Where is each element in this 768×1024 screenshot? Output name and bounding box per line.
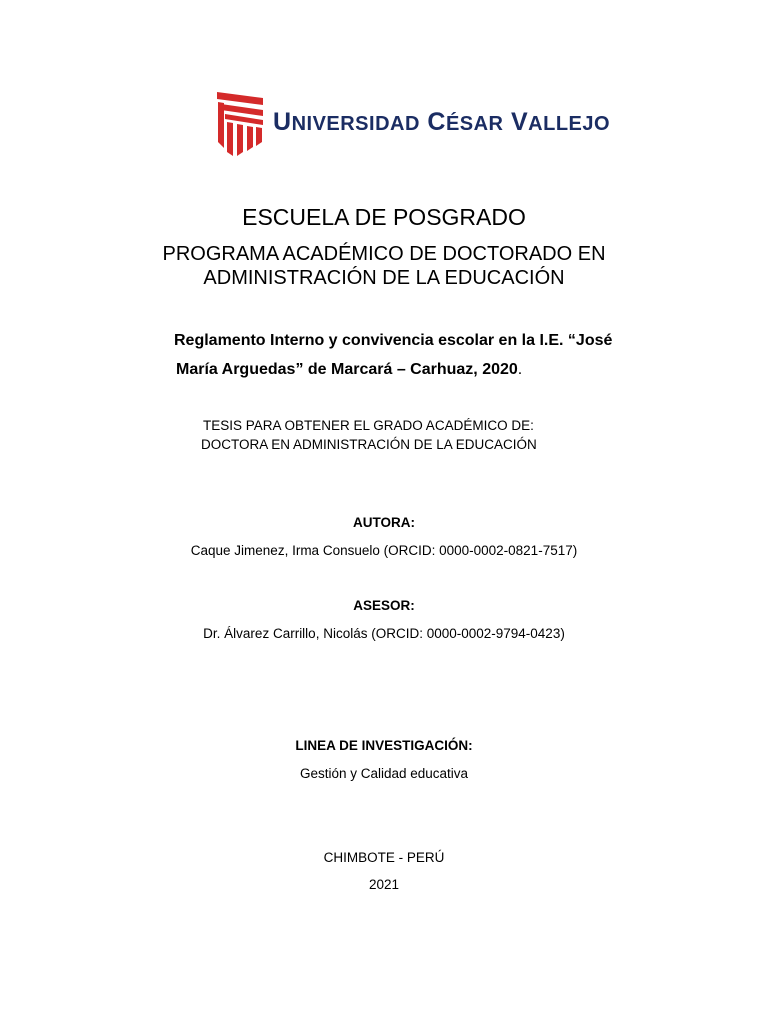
university-logo: [0, 0, 768, 170]
program-line-2: ADMINISTRACIÓN DE LA EDUCACIÓN: [203, 267, 565, 289]
thesis-title-text: María Arguedas” de Marcará – Carhuaz, 2020: [176, 361, 518, 378]
author-label: AUTORA:: [353, 515, 415, 530]
author-name: Caque Jimenez, Irma Consuelo (ORCID: 0000-0002-0821-7517): [190, 543, 578, 558]
thesis-title-line-1: Reglamento Interno y convivencia escolar en la I.E. “José: [174, 332, 613, 349]
logo-letter: U: [273, 108, 292, 136]
advisor-label: ASESOR:: [353, 598, 415, 613]
city-country: CHIMBOTE - PERÚ: [323, 850, 445, 865]
logo-word: ÉSAR: [445, 113, 504, 135]
university-name: [273, 108, 610, 137]
research-line-label: LINEA DE INVESTIGACIÓN:: [295, 738, 473, 753]
thesis-title-line-2: [176, 361, 522, 379]
logo-word: NIVERSIDAD: [291, 113, 420, 135]
logo-letter: C: [427, 108, 446, 136]
logo-word: ALLEJO: [528, 113, 611, 135]
degree-line-1: TESIS PARA OBTENER EL GRADO ACADÉMICO DE:: [203, 418, 534, 433]
logo-letter: V: [510, 108, 529, 136]
school-heading: ESCUELA DE POSGRADO: [242, 204, 526, 230]
thesis-title-period: .: [517, 361, 523, 378]
year: 2021: [368, 877, 400, 892]
degree-line-2: DOCTORA EN ADMINISTRACIÓN DE LA EDUCACIÓN: [201, 437, 537, 452]
program-line-1: PROGRAMA ACADÉMICO DE DOCTORADO EN: [162, 243, 606, 265]
advisor-name: Dr. Álvarez Carrillo, Nicolás (ORCID: 0000-0002-9794-0423): [203, 626, 565, 641]
research-line-value: Gestión y Calidad educativa: [299, 766, 469, 781]
university-shield-icon: [217, 92, 263, 156]
